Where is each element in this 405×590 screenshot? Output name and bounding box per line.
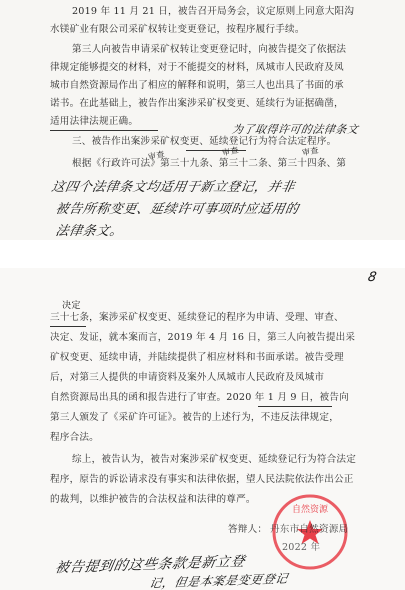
text-line: 决定、发证，就本案而言，2019 年 4 月 16 日，第三人向被告提出采: [50, 332, 356, 343]
document-page-top: [0, 0, 405, 240]
text-line: 第三人向被告申请采矿权转让变更登记时，向被告提交了依据法: [72, 44, 347, 55]
section-heading: 三、被告作出案涉采矿权变更、延续登记行为符合法定程序。: [72, 136, 337, 147]
handwritten-note: 决定: [62, 301, 82, 311]
text-line: 综上，被告认为，被告对案涉采矿权变更、延续登记行为符合法定: [72, 454, 357, 465]
text-line: 的裁判，以维护被告的合法权益和法律的尊严。: [50, 494, 256, 505]
text-line: 根据《行政许可法》第三十九条、第三十二条、第三十四条、第: [72, 158, 347, 169]
text-line: 程序合法。: [50, 432, 99, 443]
text-line: 城市自然资源局作出了相应的解释和说明，第三人也出具了书面的承: [50, 80, 344, 91]
text-line: 律规定能够提交的材料，对于不能提交的材料，凤城市人民政府及凤: [50, 62, 344, 73]
text-line: 后，对第三人提供的申请资料及案外人凤城市人民政府及凤城市: [50, 372, 325, 383]
handwritten-note: 为了取得许可的法律条文: [231, 123, 360, 136]
handwritten-note: 被告所称变更、延续许可事项时应适用的: [54, 202, 300, 217]
text-line: 2019 年 11 月 21 日，被告召开局务会，议定原则上同意大阳沟: [72, 6, 355, 17]
handwritten-page-number: 8: [366, 270, 379, 285]
text-line: 三十七条，案涉采矿权变更、延续登记的程序为申请、受理、审查、: [50, 312, 344, 323]
document-page-bottom: [0, 268, 405, 590]
text-line: 诺书。在此基础上，被告作出案涉采矿权变更、延续行为证据确凿，: [50, 98, 344, 109]
text-line: 矿权变更、延续申请，并陆续提供了相应材料和书面承诺。被告受理: [50, 352, 344, 363]
underline-mark: [50, 326, 86, 327]
signature-label: 答辩人：: [228, 524, 268, 535]
text-line: 自然资源局出具的函和报告进行了审查。2020 年 1 月 9 日，被告向: [50, 392, 349, 403]
handwritten-note: 审查: [221, 145, 240, 158]
handwritten-note: 被告提到的这些条款是新立登: [53, 553, 247, 577]
signature-date: 2022 年: [282, 542, 321, 553]
seal-text: 自然资源: [291, 505, 329, 515]
handwritten-note: 这四个法律条文均适用于新立登记，并非: [50, 180, 296, 195]
text-line: 第三人颁发了《采矿许可证》。被告的上述行为，不违反法律规定，: [50, 412, 340, 423]
signature-org: 丹东市自然资源局: [270, 524, 349, 535]
page-gap: [0, 240, 405, 268]
handwritten-note: 记，但是本案是变更登记: [148, 571, 290, 590]
text-line: 水镁矿业有限公司采矿权转让变更登记，按程序履行手续。: [50, 24, 305, 35]
underline-mark: [258, 406, 332, 407]
handwritten-note: 法律条文。: [54, 224, 125, 239]
underline-mark: [50, 130, 158, 131]
handwritten-note: 审查: [301, 145, 320, 158]
text-line: 适用法律法规正确。: [50, 116, 139, 127]
handwritten-note: 审查: [147, 149, 166, 162]
text-line: 程序，原告的诉讼请求没有事实和法律依据，望人民法院依法作出公正: [50, 474, 354, 485]
